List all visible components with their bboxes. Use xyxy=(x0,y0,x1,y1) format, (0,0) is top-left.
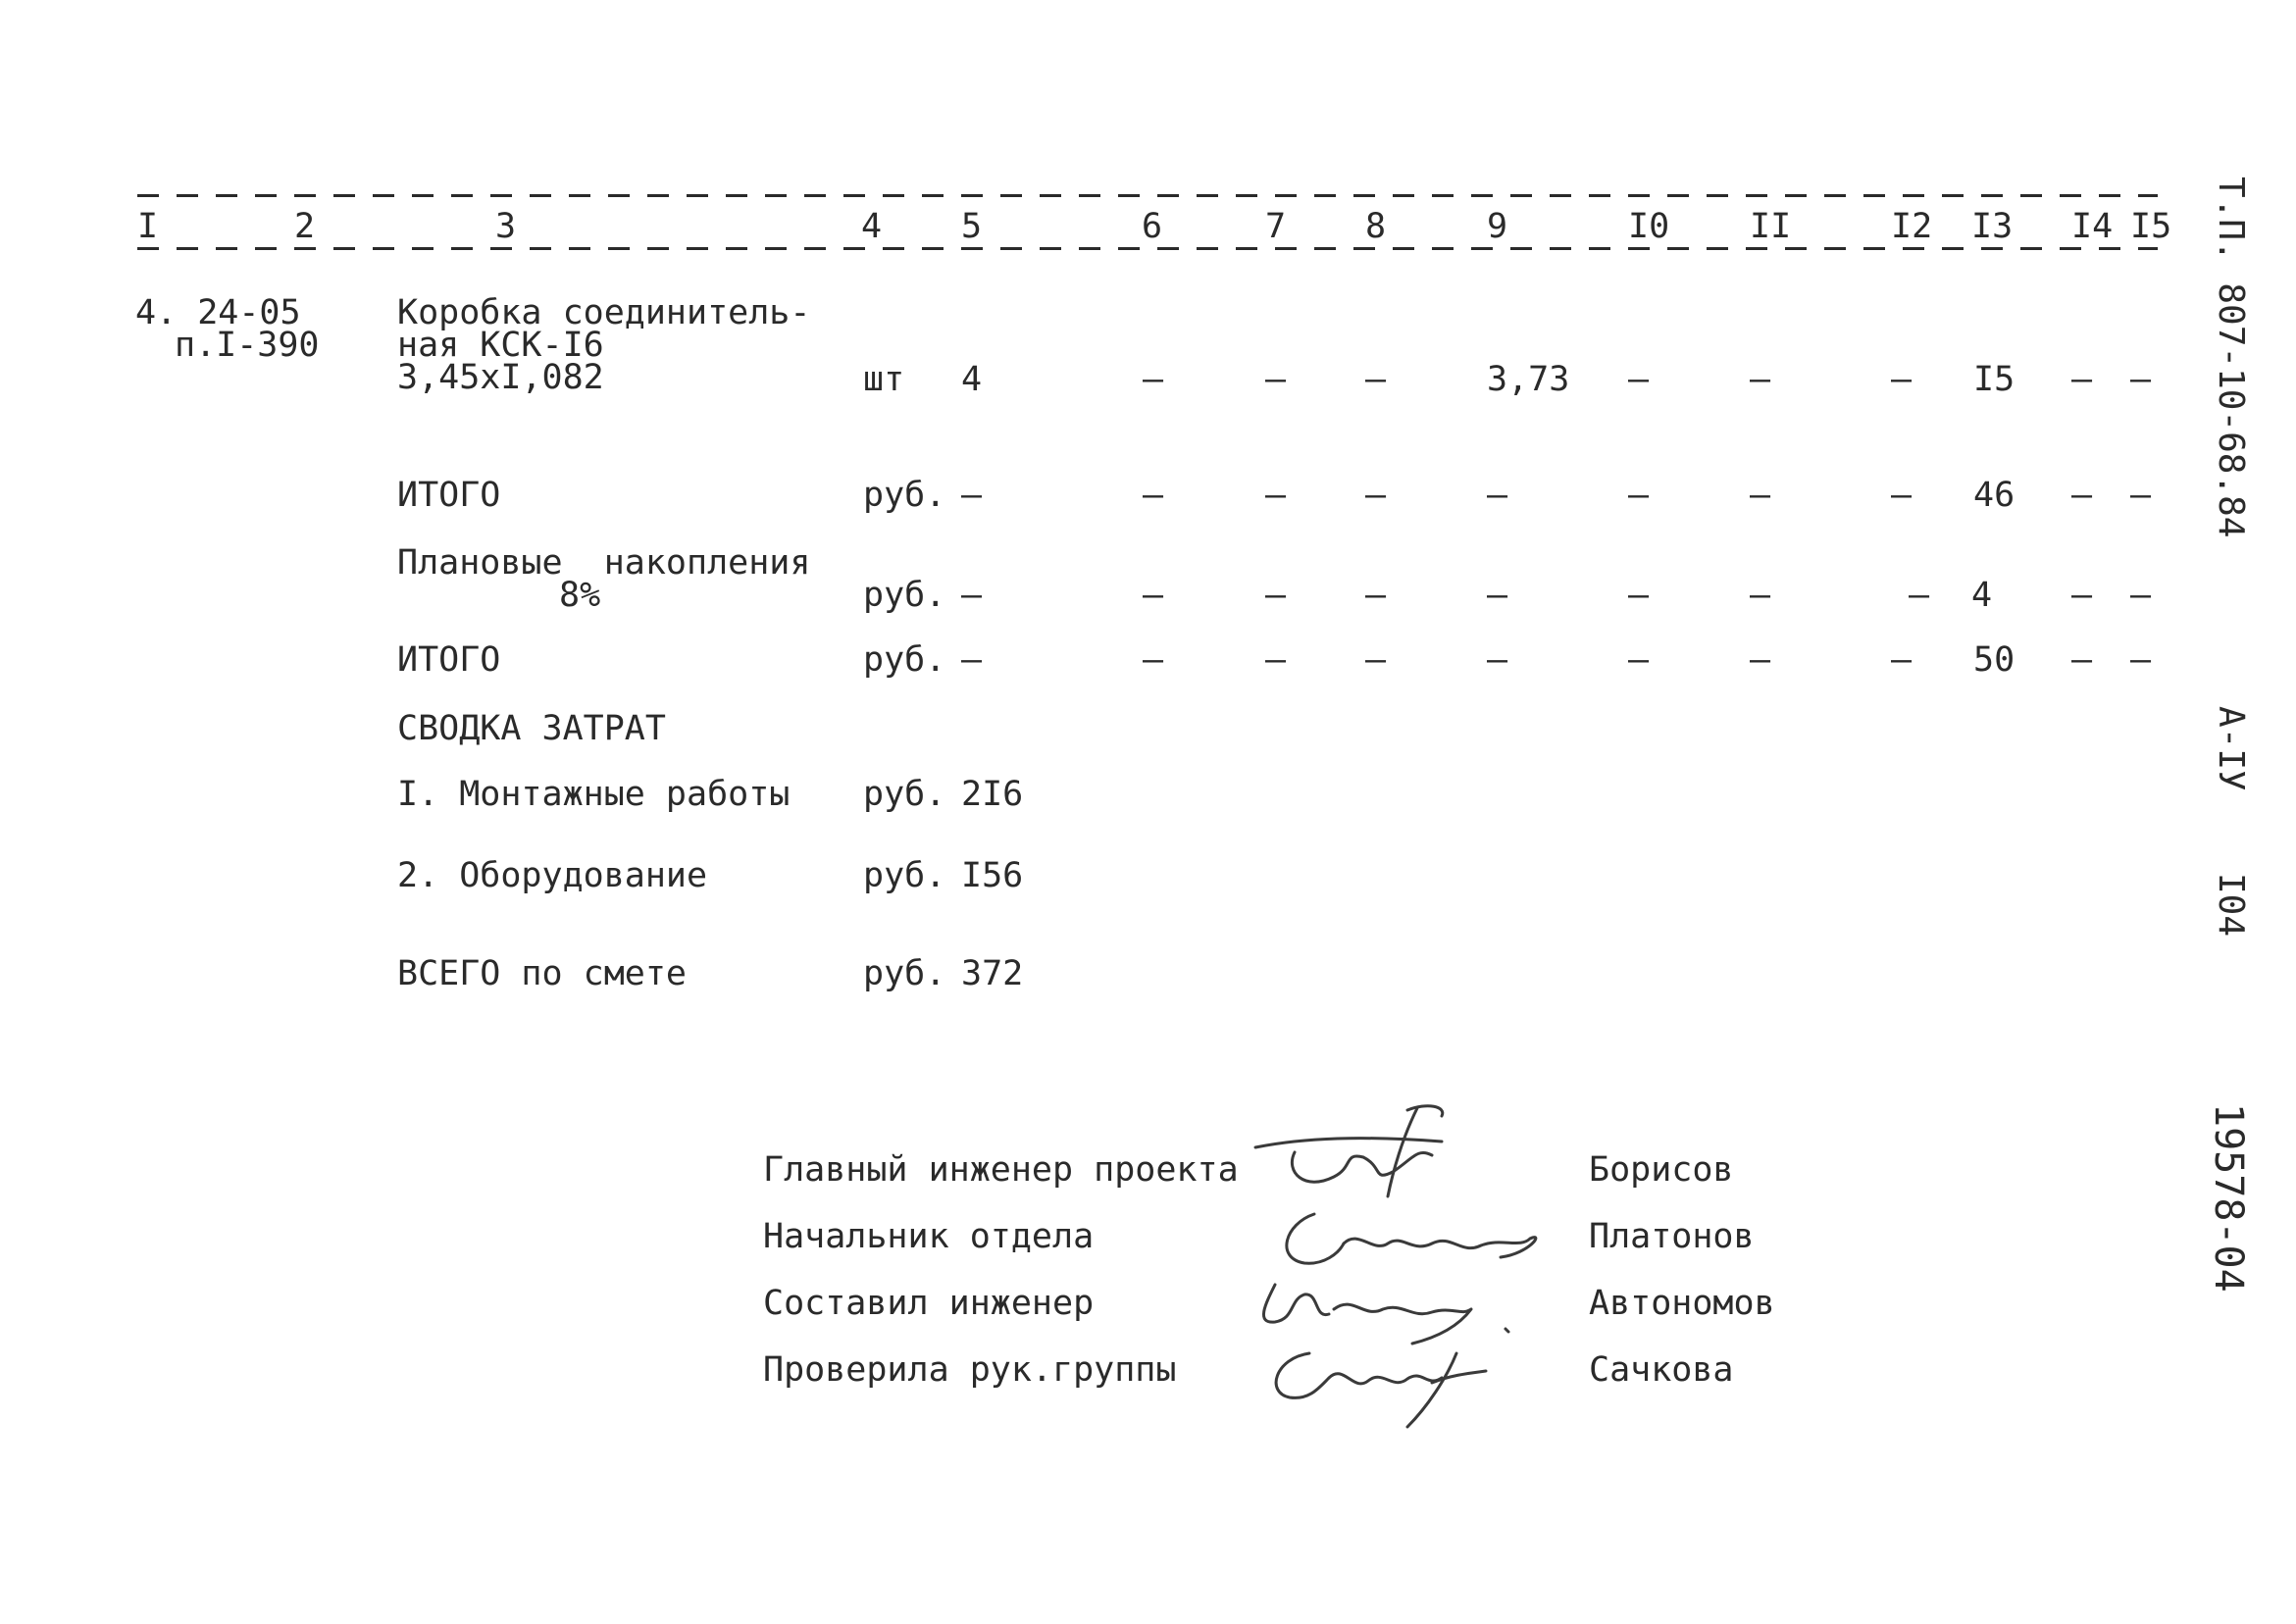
col-header-9: 9 xyxy=(1487,207,1508,246)
item-col9: 3,73 xyxy=(1487,360,1570,399)
col-header-10: I0 xyxy=(1628,207,1670,246)
planovye-col11: – xyxy=(1750,576,1771,615)
summary-total-label: ВСЕГО по смете xyxy=(397,954,688,993)
planovye-col10: – xyxy=(1628,576,1650,615)
doc-code-stamp: Т.П. 807-10-68.84 xyxy=(2211,177,2251,538)
col-header-5: 5 xyxy=(961,207,983,246)
signature-role-chief-engineer: Главный инженер проекта xyxy=(763,1150,1239,1190)
registration-number-stamp: 19578-04 xyxy=(2206,1103,2251,1293)
itogo1-col13: 46 xyxy=(1973,476,2015,515)
planovye-col5: – xyxy=(961,576,983,615)
item-unit: шт xyxy=(863,360,905,399)
item-col14: – xyxy=(2071,360,2093,399)
itogo1-col5: – xyxy=(961,476,983,515)
itogo1-col8: – xyxy=(1365,476,1387,515)
summary-row1-label: I. Монтажные работы xyxy=(397,775,791,814)
item-col12: – xyxy=(1891,360,1913,399)
signature-role-department-head: Начальник отдела xyxy=(763,1217,1095,1256)
itogo1-label: ИТОГО xyxy=(397,476,501,515)
planovye-col9: – xyxy=(1487,576,1508,615)
sheet-stamp: А-IУ xyxy=(2211,706,2251,791)
itogo2-col14: – xyxy=(2071,640,2093,680)
col-header-4: 4 xyxy=(861,207,883,246)
itogo1-col14: – xyxy=(2071,476,2093,515)
itogo1-unit: руб. xyxy=(863,476,946,515)
itogo1-col11: – xyxy=(1750,476,1771,515)
itogo2-col11: – xyxy=(1750,640,1771,680)
item-col6: – xyxy=(1143,360,1164,399)
item-col10: – xyxy=(1628,360,1650,399)
planovye-col8: – xyxy=(1365,576,1387,615)
planovye-label: Плановые накопления xyxy=(397,543,811,583)
item-col7: – xyxy=(1265,360,1287,399)
col-header-13: I3 xyxy=(1971,207,2014,246)
summary-total-value: 372 xyxy=(961,954,1024,993)
planovye-col14: – xyxy=(2071,576,2093,615)
itogo1-col12: – xyxy=(1891,476,1913,515)
col-header-1: I xyxy=(137,207,159,246)
itogo1-col10: – xyxy=(1628,476,1650,515)
itogo1-col15: – xyxy=(2130,476,2152,515)
col-header-8: 8 xyxy=(1365,207,1387,246)
summary-row2-label: 2. Оборудование xyxy=(397,856,708,895)
itogo2-col5: – xyxy=(961,640,983,680)
planovye-percent: 8% xyxy=(559,576,601,615)
summary-row2-unit: руб. xyxy=(863,856,946,895)
header-rule-top xyxy=(137,194,2158,197)
signature-name-compiler: Автономов xyxy=(1589,1284,1775,1323)
item-col11: – xyxy=(1750,360,1771,399)
planovye-unit: руб. xyxy=(863,576,946,615)
summary-row1-value: 2I6 xyxy=(961,775,1024,814)
signature-role-group-lead: Проверила рук.группы xyxy=(763,1350,1177,1390)
planovye-col12: – xyxy=(1909,576,1930,615)
page-number-stamp: I04 xyxy=(2211,873,2251,938)
col-header-15: I5 xyxy=(2130,207,2172,246)
summary-title: СВОДКА ЗАТРАТ xyxy=(397,709,666,748)
summary-row1-unit: руб. xyxy=(863,775,946,814)
item-name-2: ная КСК-I6 xyxy=(397,326,604,365)
itogo2-label: ИТОГО xyxy=(397,640,501,680)
planovye-col7: – xyxy=(1265,576,1287,615)
col-header-11: II xyxy=(1750,207,1792,246)
planovye-col13: 4 xyxy=(1971,576,1993,615)
col-header-2: 2 xyxy=(294,207,316,246)
header-rule-bottom xyxy=(137,247,2158,250)
itogo2-col8: – xyxy=(1365,640,1387,680)
itogo2-col12: – xyxy=(1891,640,1913,680)
col-header-6: 6 xyxy=(1142,207,1163,246)
col-header-3: 3 xyxy=(495,207,517,246)
signature-role-compiler: Составил инженер xyxy=(763,1284,1095,1323)
summary-total-unit: руб. xyxy=(863,954,946,993)
handwritten-signature-1 xyxy=(1246,1098,1491,1206)
itogo2-col6: – xyxy=(1143,640,1164,680)
signature-name-department-head: Платонов xyxy=(1589,1217,1755,1256)
planovye-col6: – xyxy=(1143,576,1164,615)
item-code: 4. 24-05 xyxy=(135,293,301,332)
itogo2-col13: 50 xyxy=(1973,640,2015,680)
itogo2-col15: – xyxy=(2130,640,2152,680)
item-name: Коробка соединитель- xyxy=(397,293,811,332)
item-col5: 4 xyxy=(961,360,983,399)
item-dimensions: 3,45хI,082 xyxy=(397,358,604,397)
item-code-ref: п.I-390 xyxy=(175,326,320,365)
summary-row2-value: I56 xyxy=(961,856,1024,895)
itogo1-col7: – xyxy=(1265,476,1287,515)
itogo1-col6: – xyxy=(1143,476,1164,515)
item-col13: I5 xyxy=(1973,360,2015,399)
itogo2-unit: руб. xyxy=(863,640,946,680)
col-header-12: I2 xyxy=(1891,207,1933,246)
col-header-7: 7 xyxy=(1265,207,1287,246)
item-col8: – xyxy=(1365,360,1387,399)
item-col15: – xyxy=(2130,360,2152,399)
planovye-col15: – xyxy=(2130,576,2152,615)
itogo2-col9: – xyxy=(1487,640,1508,680)
itogo1-col9: – xyxy=(1487,476,1508,515)
signature-name-group-lead: Сачкова xyxy=(1589,1350,1734,1390)
col-header-14: I4 xyxy=(2071,207,2114,246)
handwritten-signature-4 xyxy=(1260,1334,1496,1432)
signature-name-chief-engineer: Борисов xyxy=(1589,1150,1734,1190)
itogo2-col7: – xyxy=(1265,640,1287,680)
itogo2-col10: – xyxy=(1628,640,1650,680)
